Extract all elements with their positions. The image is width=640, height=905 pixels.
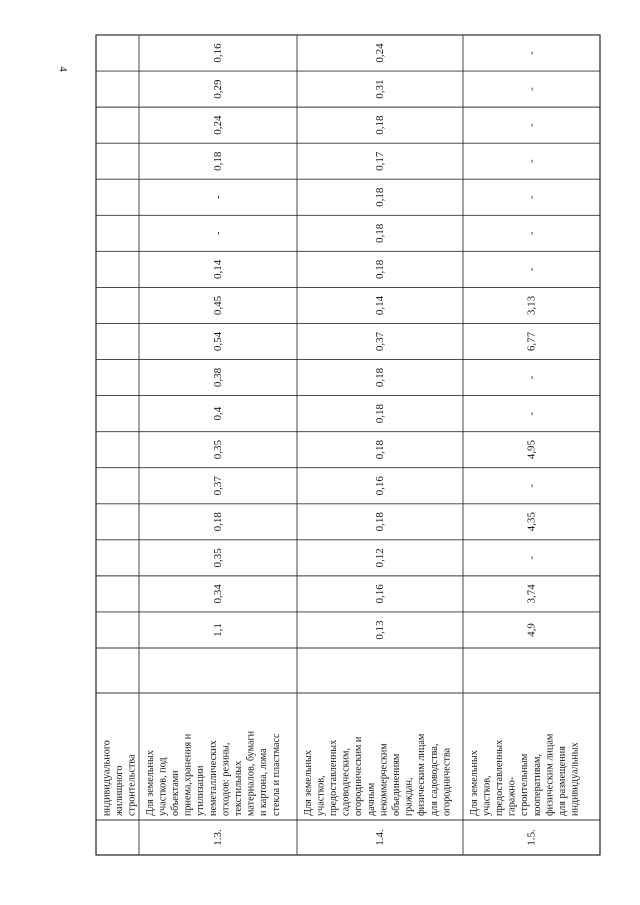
row-description-line: отходов: резины, — [220, 742, 232, 816]
row-description-line: предоставленных — [494, 739, 505, 816]
table-cell-value: 1,1 — [212, 623, 224, 637]
table-cell-value: 0,18 — [374, 512, 386, 532]
row-description-line: строительным — [519, 753, 531, 816]
row-description-line: физическим лицам — [544, 733, 556, 816]
table-cell-value: 0,29 — [212, 79, 224, 99]
row-description-line: гаражно- — [506, 776, 518, 816]
row-description-line: и картона, лома — [258, 748, 270, 816]
row-description-line: физическим лицам — [416, 733, 428, 816]
table-cell-value: 0,37 — [212, 476, 224, 496]
row-description-line: индивидуального — [101, 740, 113, 816]
row-description-line: огородническим и — [353, 736, 365, 816]
table-cell-value: 0,12 — [374, 548, 386, 568]
table-cell-value: 6,77 — [525, 331, 538, 352]
table-cells — [102, 43, 581, 846]
row-description-line: Для земельных — [468, 750, 480, 816]
page-number: 4 — [56, 66, 69, 72]
row-description-line: садоводческим, — [340, 748, 352, 816]
row-description-line: граждан, — [403, 777, 415, 816]
table-cell-value: 0,37 — [374, 331, 386, 352]
row-number: 1.3. — [212, 829, 224, 846]
row-description-line: предоставленных — [328, 739, 339, 816]
table-cell-value: 0,18 — [374, 187, 386, 207]
table-cell-value: 0,18 — [374, 403, 386, 424]
table-cell-value: - — [525, 375, 538, 380]
row-description-line: некоммерческим — [378, 743, 390, 816]
table-cell-value: - — [525, 411, 538, 416]
table-cell-value: 0,18 — [212, 151, 224, 171]
table-cell-value: 4,95 — [525, 440, 538, 460]
table-cell-value: 0,34 — [212, 584, 224, 604]
row-description-line: утилизации — [195, 765, 207, 816]
table-cell-value: - — [525, 159, 538, 164]
table-cell-value: 0,18 — [374, 367, 386, 388]
row-description-line: материалов, бумаги — [245, 730, 257, 816]
table-cell-value: - — [525, 556, 538, 560]
row-description-line: приема,хранения и — [182, 733, 194, 816]
row-description-line: для садоводства, — [428, 743, 440, 816]
row-description-line: кооперативам, — [531, 753, 543, 816]
row-description-line: неметаллических — [207, 740, 219, 816]
table-cell-value: 0,4 — [212, 406, 224, 421]
table-cell-value: 0,31 — [374, 79, 386, 99]
row-description-line: жилищного — [114, 765, 125, 816]
table-cell-value: - — [525, 231, 538, 236]
table-cell-value: - — [525, 51, 538, 55]
table-cell-value: - — [525, 195, 538, 200]
row-description-line: объектами — [170, 770, 181, 816]
table-cell-value: 0,18 — [374, 259, 386, 280]
table-cell-value: 0,24 — [374, 43, 386, 63]
row-description-line: стекла и пластмасс — [270, 733, 282, 816]
table-cell-value: 0,18 — [374, 115, 386, 135]
row-description-line: участков, — [315, 775, 327, 816]
table-cell-value: 0,45 — [212, 295, 224, 316]
table-cell-value: - — [525, 87, 538, 91]
row-description-line: участков, под — [157, 757, 169, 816]
table-cell-value: 0,16 — [374, 476, 386, 496]
table-cell-value: 0,16 — [374, 584, 386, 604]
row-description-line: огородничества — [441, 747, 453, 816]
table-grid — [96, 35, 600, 855]
row-description-line: текстильных — [233, 760, 244, 816]
table-cell-value: - — [525, 267, 538, 272]
table-frame — [96, 35, 600, 855]
row-description-line: участков, — [481, 775, 493, 816]
row-description-line: объединениям — [391, 753, 402, 816]
row-description-line: Для земельных — [144, 750, 156, 816]
table-cell-value: 0,16 — [212, 43, 224, 63]
table-cell-value: 3,13 — [525, 295, 538, 316]
row-description-line: Для земельных — [302, 750, 314, 816]
table-cell-value: 0,14 — [374, 295, 386, 316]
table-cell-value: 0,35 — [212, 440, 224, 460]
row-description-line: дачным — [365, 782, 377, 816]
row-description-line: строительства — [126, 754, 138, 816]
row-number: 1.4. — [374, 829, 386, 846]
row-number: 1.5. — [525, 829, 538, 846]
table-cell-value: 0,54 — [212, 331, 224, 352]
table-cell-value: 0,18 — [374, 440, 386, 460]
table-cell-value: 3,74 — [525, 584, 538, 604]
table-cell-value: - — [525, 123, 538, 127]
table-cell-value: - — [212, 195, 224, 200]
table-cell-value: - — [525, 483, 538, 488]
table-cell-value: 0,14 — [212, 259, 224, 280]
table-cell-value: 0,17 — [374, 151, 386, 171]
table-cell-value: 0,38 — [212, 367, 224, 388]
table-cell-value: 0,35 — [212, 548, 224, 568]
row-description-line: индивидуальных — [569, 742, 581, 816]
table-cell-value: 0,18 — [374, 223, 386, 243]
table-cell-value: 0,13 — [374, 620, 386, 640]
table-cell-value: 0,18 — [212, 512, 224, 532]
row-description-line: для размещения — [557, 746, 568, 816]
table-cell-value: - — [212, 231, 224, 236]
table-cell-value: 0,24 — [212, 115, 224, 135]
table-cell-value: 4,9 — [525, 623, 538, 637]
table-cell-value: 4,35 — [525, 512, 538, 532]
